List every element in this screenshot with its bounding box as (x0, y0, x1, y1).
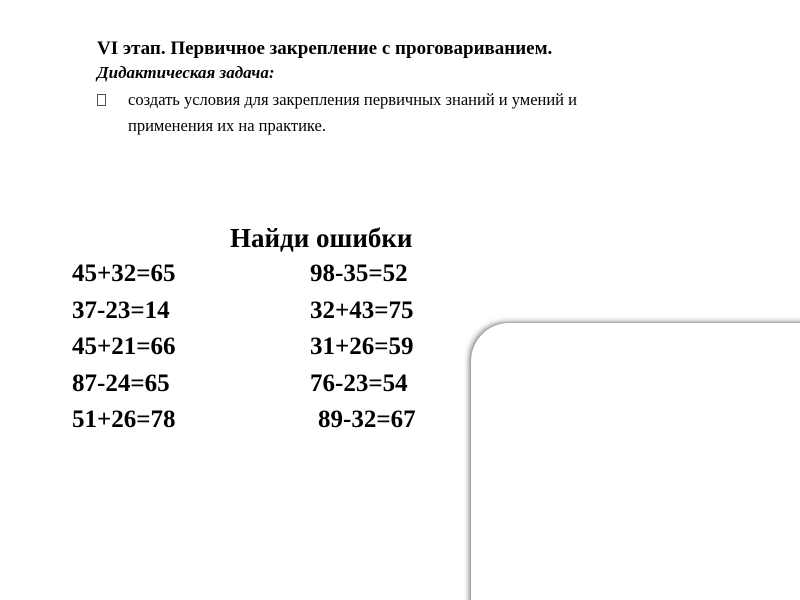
bullet-box-icon (97, 94, 106, 106)
equation: 32+43=75 (310, 296, 414, 324)
didactic-task-heading: Дидактическая задача: (97, 63, 275, 82)
bullet-text-line-2: применения их на практике. (128, 116, 326, 135)
equation: 31+26=59 (310, 333, 414, 360)
equation: 98-35=52 (310, 260, 408, 287)
exercise-title: Найди ошибки (230, 223, 413, 253)
slide-header (97, 38, 777, 139)
equations-right-column (310, 256, 416, 439)
equation: 87-24=65 (72, 369, 170, 397)
equation: 45+32=65 (72, 260, 176, 287)
equation: 45+21=66 (72, 333, 176, 360)
equations-left-column (72, 256, 176, 439)
equation: 37-23=14 (72, 296, 170, 324)
slide-title: VI этап. Первичное закрепление с проговариванием. (97, 38, 553, 59)
equation: 76-23=54 (310, 369, 408, 397)
blank-card (471, 323, 800, 600)
equation: 51+26=78 (72, 406, 176, 433)
bullet-text-line-1: создать условия для закрепления первичных знаний и умений и (128, 90, 577, 109)
bullet-item (97, 87, 777, 139)
equation: 89-32=67 (318, 406, 416, 433)
